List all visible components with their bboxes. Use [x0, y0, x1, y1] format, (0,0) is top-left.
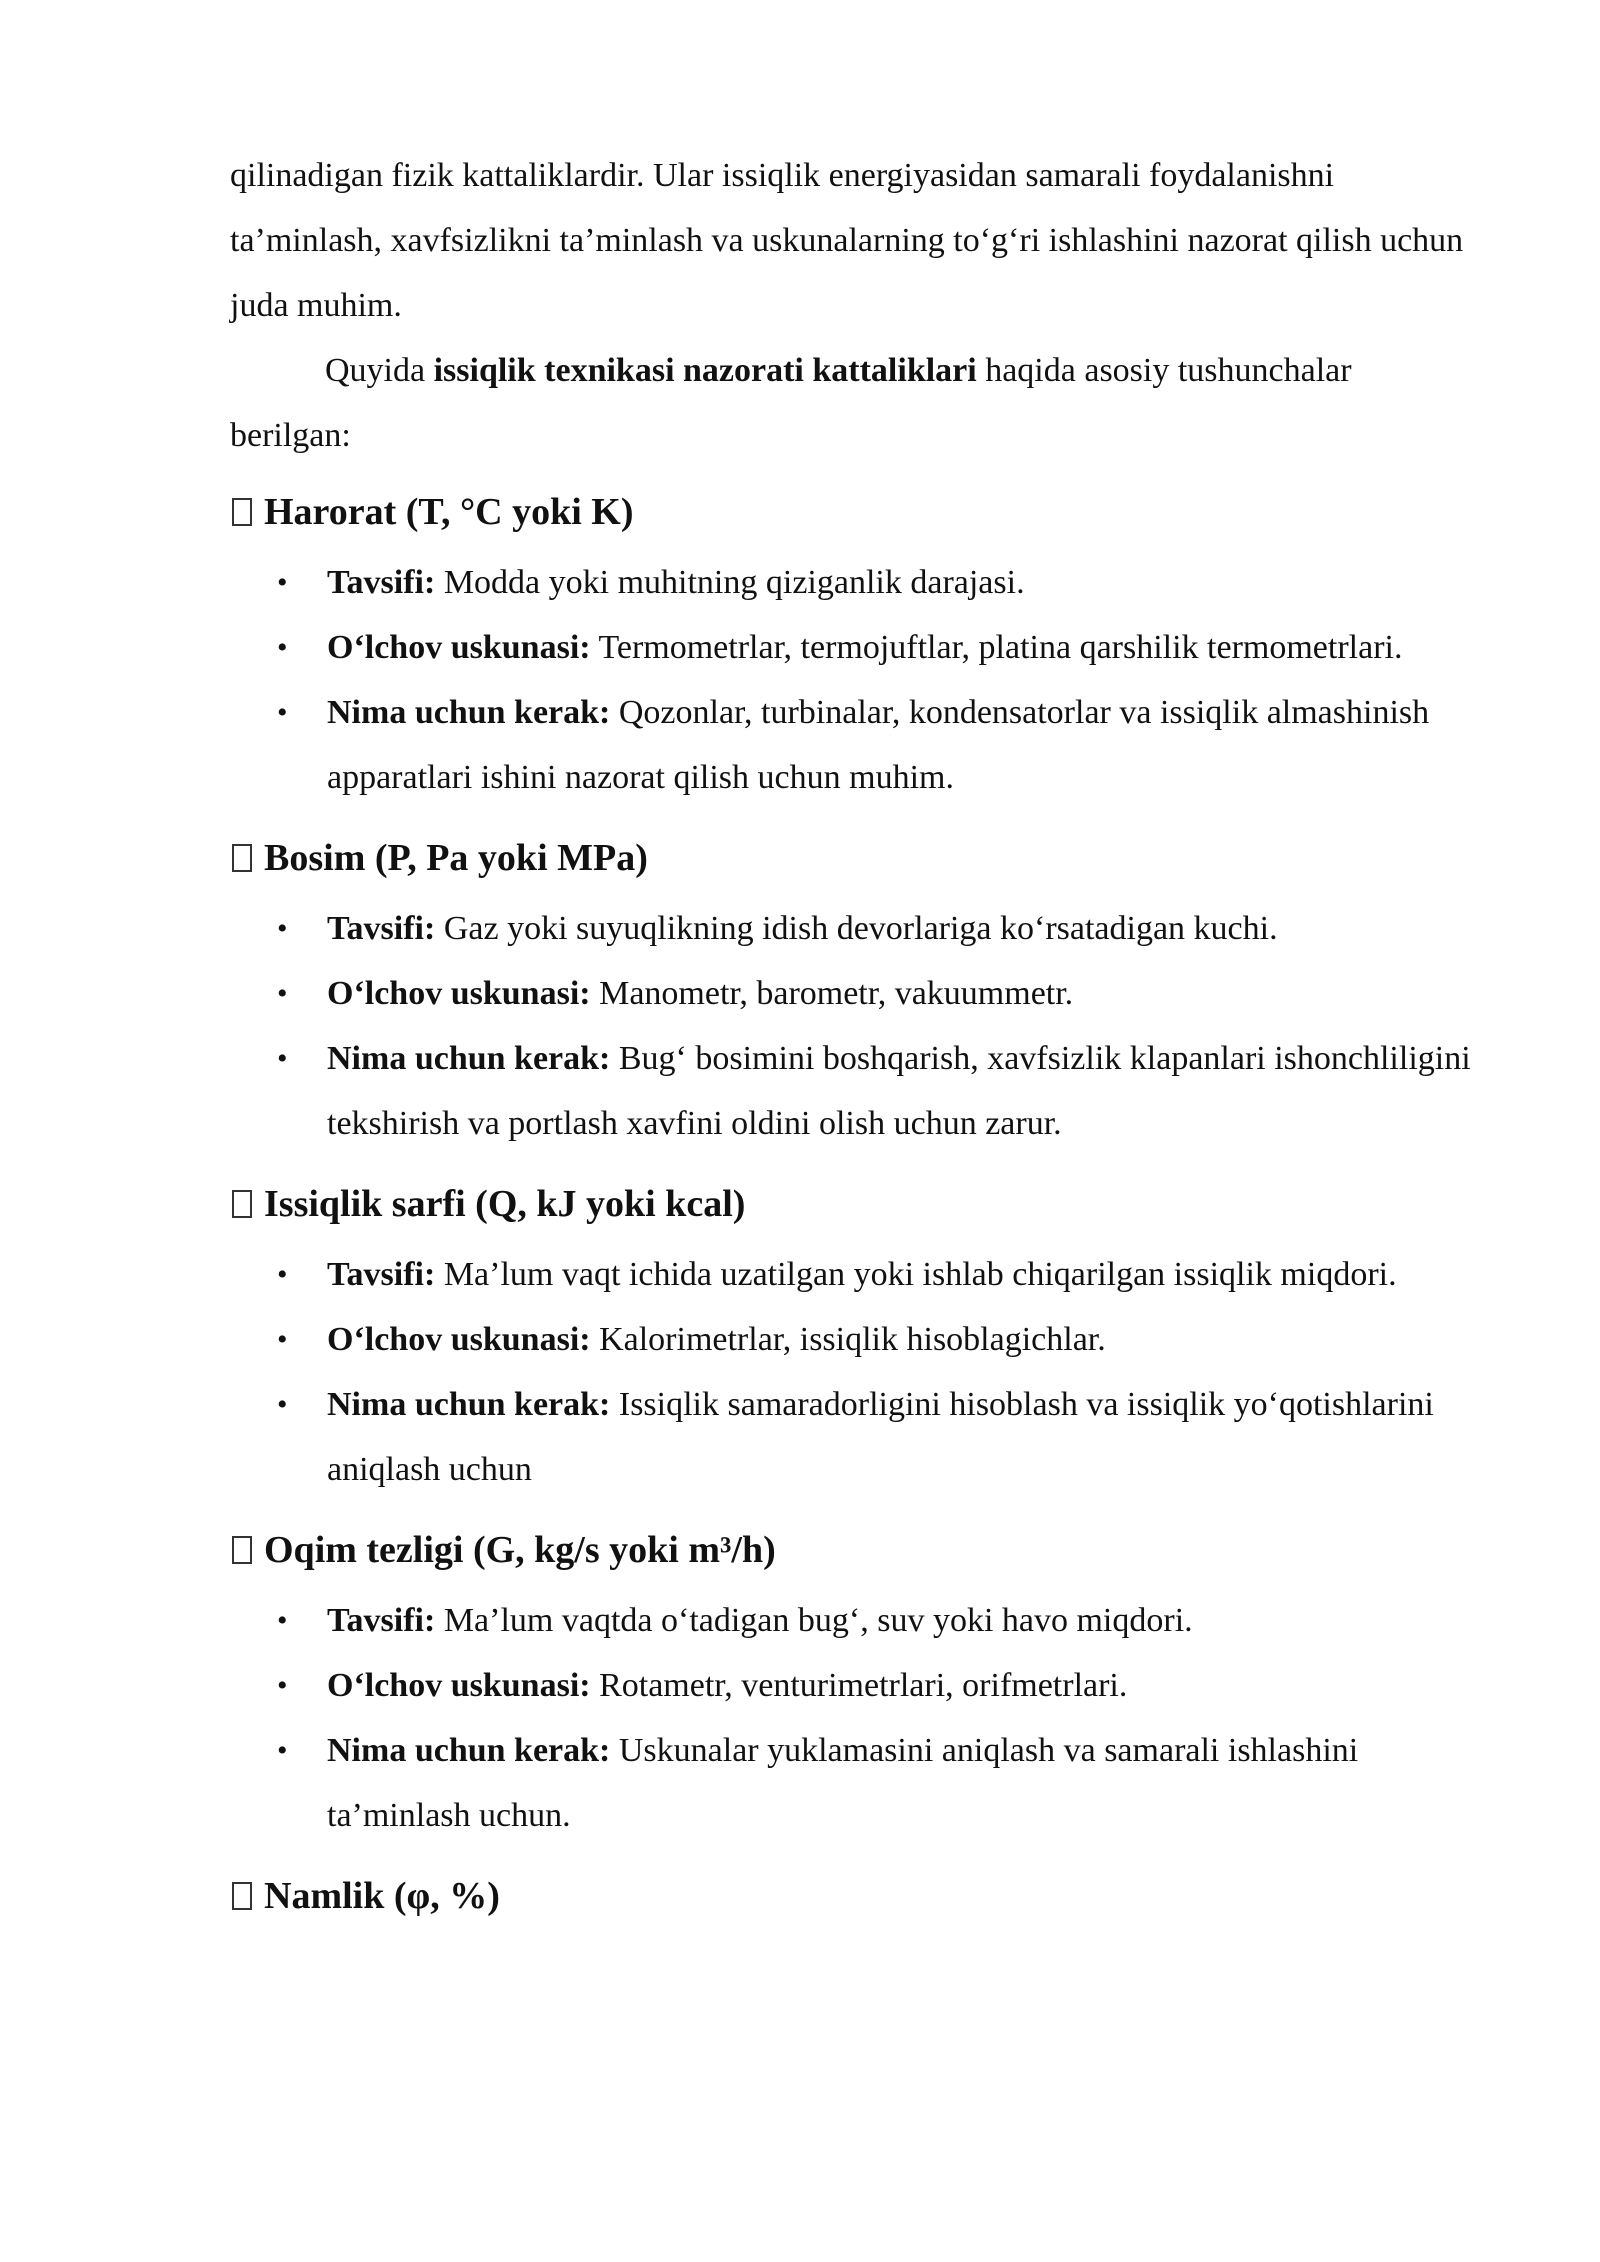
item-text: Kalorimetrlar, issiqlik hisoblagichlar.: [590, 1321, 1106, 1358]
list-item: [230, 896, 1480, 961]
item-label: O‘lchov uskunasi:: [327, 1667, 591, 1704]
section-list-oqim-tezligi: [230, 1588, 1480, 1848]
section-list-bosim: [230, 896, 1480, 1156]
bullet-icon: •: [277, 1042, 288, 1075]
section-heading-text: Namlik (φ, %): [264, 1875, 500, 1917]
list-item: [230, 1026, 1480, 1156]
bullet-icon: •: [277, 1323, 288, 1356]
list-item: [230, 961, 1480, 1026]
lead-text-start: Quyida: [325, 352, 434, 389]
list-item: [230, 1588, 1480, 1653]
item-label: Nima uchun kerak:: [327, 1040, 611, 1077]
list-item: [230, 1372, 1480, 1502]
list-item: [230, 1242, 1480, 1307]
item-text: Ma’lum vaqtda o‘tadigan bug‘, suv yoki havo miqdori.: [435, 1602, 1193, 1639]
bullet-icon: •: [277, 1388, 288, 1421]
item-text: Rotametr, venturimetrlari, orifmetrlari.: [590, 1667, 1128, 1704]
list-item: [230, 1653, 1480, 1718]
item-text: Termometrlar, termojuftlar, platina qarshilik termometrlari.: [590, 629, 1403, 666]
section-heading-harorat: [230, 488, 1480, 536]
bullet-icon: •: [277, 566, 288, 599]
missing-glyph-icon: [232, 1536, 252, 1564]
bullet-icon: •: [277, 1604, 288, 1637]
list-item: [230, 1718, 1480, 1848]
item-label: O‘lchov uskunasi:: [327, 629, 591, 666]
bullet-icon: •: [277, 1258, 288, 1291]
bullet-icon: •: [277, 696, 288, 729]
item-label: O‘lchov uskunasi:: [327, 1321, 591, 1358]
list-item: [230, 1307, 1480, 1372]
section-list-harorat: [230, 550, 1480, 810]
section-heading-text: Issiqlik sarfi (Q, kJ yoki kcal): [264, 1183, 746, 1225]
item-label: Nima uchun kerak:: [327, 694, 611, 731]
missing-glyph-icon: [232, 1882, 252, 1910]
section-heading-bosim: [230, 834, 1480, 882]
section-heading-text: Bosim (P, Pa yoki MPa): [264, 837, 648, 879]
section-heading-text: Harorat (T, °C yoki K): [264, 491, 634, 533]
missing-glyph-icon: [232, 844, 252, 872]
list-item: [230, 615, 1480, 680]
bullet-icon: •: [277, 977, 288, 1010]
item-text: Ma’lum vaqt ichida uzatilgan yoki ishlab chiqarilgan issiqlik miqdori.: [435, 1256, 1397, 1293]
list-item: [230, 680, 1480, 810]
item-text: Uskunalar yuklamasini aniqlash va samarali ishlashini ta’minlash uchun.: [327, 1732, 1359, 1834]
item-label: Tavsifi:: [327, 910, 436, 947]
lead-bold-term: issiqlik texnikasi nazorati kattaliklari: [433, 352, 977, 389]
bullet-icon: •: [277, 1734, 288, 1767]
lead-paragraph: [230, 338, 1480, 468]
item-text: Qozonlar, turbinalar, kondensatorlar va issiqlik almashinish apparatlari ishini nazorat qilish uchun muhim.: [327, 694, 1430, 796]
item-label: O‘lchov uskunasi:: [327, 975, 591, 1012]
bullet-icon: •: [277, 1669, 288, 1702]
item-label: Tavsifi:: [327, 1602, 436, 1639]
item-text: Gaz yoki suyuqlikning idish devorlariga ko‘rsatadigan kuchi.: [435, 910, 1278, 947]
list-item: [230, 550, 1480, 615]
intro-paragraph: qilinadigan fizik kattaliklardir. Ular issiqlik energiyasidan samarali foydalanishni ta’minlash, xavfsizlikni ta’minlash va uskunalarning to‘g‘ri ishlashini nazorat qilish uchun juda muhim.: [230, 157, 1464, 324]
item-label: Nima uchun kerak:: [327, 1732, 611, 1769]
lead-text-end: haqida asosiy tushunchalar berilgan:: [230, 352, 1352, 454]
item-label: Nima uchun kerak:: [327, 1386, 611, 1423]
section-list-issiqlik-sarfi: [230, 1242, 1480, 1502]
missing-glyph-icon: [232, 498, 252, 526]
document-page: [230, 143, 1480, 1934]
section-heading-namlik: [230, 1872, 1480, 1920]
item-text: Bug‘ bosimini boshqarish, xavfsizlik klapanlari ishonchliligini tekshirish va portlash xavfini oldini olish uchun zarur.: [327, 1040, 1471, 1142]
item-text: Modda yoki muhitning qiziganlik darajasi.: [435, 564, 1025, 601]
item-text: Issiqlik samaradorligini hisoblash va issiqlik yo‘qotishlarini aniqlash uchun: [327, 1386, 1434, 1488]
bullet-icon: •: [277, 912, 288, 945]
item-label: Tavsifi:: [327, 1256, 436, 1293]
item-text: Manometr, barometr, vakuummetr.: [590, 975, 1074, 1012]
bullet-icon: •: [277, 631, 288, 664]
missing-glyph-icon: [232, 1190, 252, 1218]
section-heading-issiqlik-sarfi: [230, 1180, 1480, 1228]
section-heading-text: Oqim tezligi (G, kg/s yoki m³/h): [264, 1529, 776, 1571]
section-heading-oqim-tezligi: [230, 1526, 1480, 1574]
item-label: Tavsifi:: [327, 564, 436, 601]
